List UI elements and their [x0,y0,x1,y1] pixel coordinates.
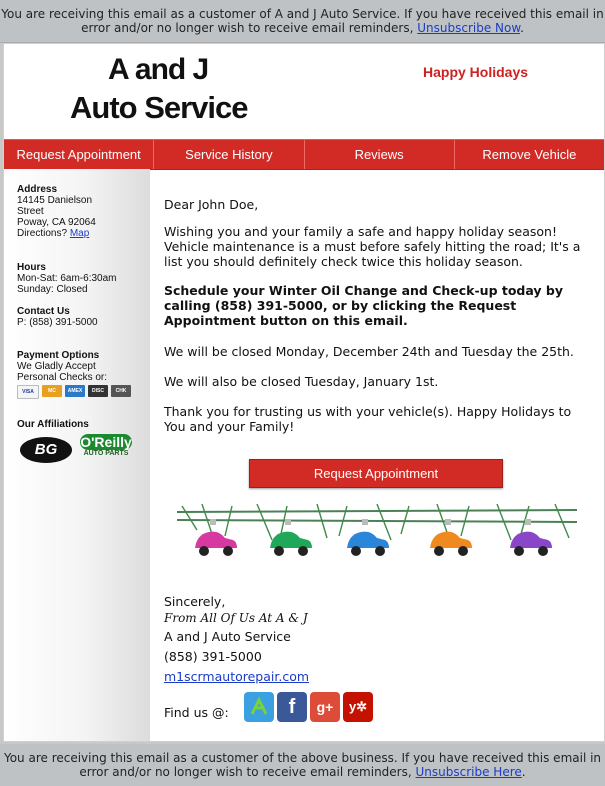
bottom-notice [0,744,605,779]
paragraph-thanks: Thank you for trusting us with your vehicle(s). Happy Holidays to You and your Family! [164,404,572,434]
affiliations-section [17,419,89,430]
map-link[interactable]: Map [69,228,90,239]
mastercard-icon: MC [42,385,62,397]
amex-card-icon: AMEX [65,385,85,397]
oreilly-logo-name: O'Reilly [80,434,132,450]
google-plus-icon[interactable]: g+ [310,692,340,722]
address-line2: Street [17,206,44,217]
contact-phone: P: (858) 391-5000 [17,317,98,328]
ornaments-image [177,500,577,570]
email-card [3,43,605,742]
paragraph-schedule: Schedule your Winter Oil Change and Check-up today by calling (858) 391-5000, or by clicking the Request Appointment button on this email. [164,283,564,328]
bg-logo: BG [20,437,72,463]
nav-reviews[interactable]: Reviews [305,140,455,169]
bottom-notice-bar [0,744,605,786]
unsubscribe-here-link[interactable]: Unsubscribe Here [415,765,522,779]
logo-line2: Auto Service [70,90,248,125]
nav-bar [4,139,604,170]
oreilly-logo [80,434,132,457]
paragraph-closed-christmas: We will be closed Monday, December 24th and Tuesday the 25th. [164,344,574,359]
website-link[interactable]: m1scrmautorepair.com [164,669,310,684]
salutation: Dear John Doe, [164,197,259,212]
holiday-ornaments-banner [177,500,577,570]
top-notice-text: You are receiving this email as a customer of A and J Auto Service. If you have received this email in error and/or no longer wish to receive email reminders, [1,7,604,35]
sign-off: Sincerely, [164,594,226,609]
discover-card-icon: DISC [88,385,108,397]
nav-remove-vehicle[interactable]: Remove Vehicle [482,147,577,162]
visa-card-icon: VISA [17,385,39,399]
hours-heading: Hours [17,262,46,273]
happy-holidays-heading: Happy Holidays [423,64,529,80]
check-icon: CHK [111,385,131,397]
address-section [17,184,96,239]
find-us-label: Find us @: [164,705,229,720]
payment-line2: Personal Checks or: [17,372,108,383]
top-notice-tail: . [520,21,524,35]
logo-line1: A and J [108,53,209,86]
paragraph-closed-new-year: We will also be closed Tuesday, January 1st. [164,374,439,389]
paragraph-wishes: Wishing you and your family a safe and happy holiday season! Vehicle maintenance is a must before safely hitting the road; It's a list you should definitely check twice this holiday season. [164,224,581,269]
yelp-icon[interactable]: y✲ [343,692,373,722]
contact-heading: Contact Us [17,306,70,317]
sidebar [4,169,150,741]
top-notice [0,0,605,35]
oreilly-logo-tag: AUTO PARTS [83,450,129,457]
request-appointment-button[interactable]: Request Appointment [249,459,503,488]
facebook-icon[interactable]: f [277,692,307,722]
nav-service-history[interactable]: Service History [154,140,304,169]
nav-request-appointment[interactable]: Request Appointment [4,140,154,169]
business-phone: (858) 391-5000 [164,649,262,664]
payment-heading: Payment Options [17,350,100,361]
payment-cards [17,385,131,399]
directions-label: Directions? [17,228,68,239]
address-line1: 14145 Danielson [17,195,93,206]
unsubscribe-now-link[interactable]: Unsubscribe Now [417,21,521,35]
bottom-notice-text: You are receiving this email as a customer of the above business. If you have received this email in error and/or no longer wish to receive email reminders, [3,751,602,779]
directions-row [17,228,96,239]
top-notice-bar [0,0,605,43]
bottom-notice-tail: . [521,765,526,779]
address-heading: Address [17,184,58,195]
payment-section [17,350,131,399]
hours-line2: Sunday: Closed [17,284,88,295]
business-name: A and J Auto Service [164,629,291,644]
hours-line1: Mon-Sat: 6am-6:30am [17,273,117,284]
kudzu-icon[interactable] [244,692,274,722]
signature: From All Of Us At A & J [164,611,308,625]
address-line3: Poway, CA 92064 [17,217,96,228]
affiliations-heading: Our Affiliations [17,419,89,430]
payment-line1: We Gladly Accept [17,361,96,372]
contact-section [17,306,98,328]
hours-section [17,262,117,295]
